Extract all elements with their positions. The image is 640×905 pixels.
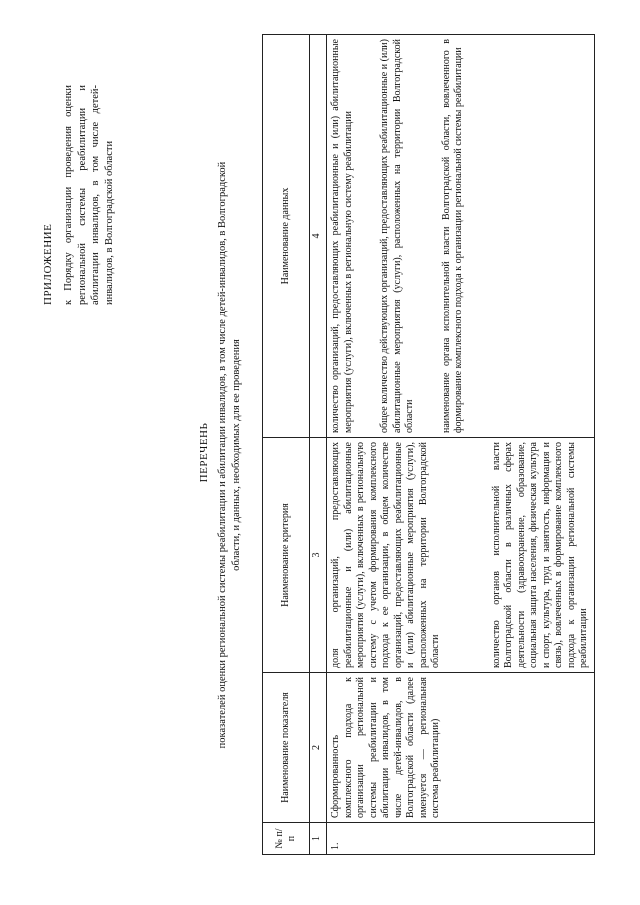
criterion-item: количество органов исполнительной власти Волгоградской области в различных сферах деятельности (здравоохранение, образование, социальная защита населения, физическая культура и спорт, культура, труд и занятость, информация и связь), вовлеченных в формирование комплексного подхода к организации региональной системы реабилитации [490, 442, 589, 668]
list-subtitle: показателей оценки региональной системы реабилитации и абилитации инвалидов, в том числе детей-инвалидов, в Волгоградской области, и данных, необходимых для ее проведения [217, 161, 242, 749]
column-number: 1 [310, 823, 327, 855]
column-number: 3 [310, 438, 327, 673]
table-row [327, 35, 595, 855]
data-item: общее количество действующих организаций, предоставляющих реабилитационные и (или) абилитационные мероприятия (услуги), расположенных на территории Волгоградской области [379, 39, 415, 433]
criteria-cell [327, 438, 595, 673]
column-number: 4 [310, 35, 327, 438]
header-number: № п/п [263, 823, 310, 855]
column-number-row [310, 35, 327, 855]
column-number: 2 [310, 673, 327, 823]
annex-title: ПРИЛОЖЕНИЕ [42, 223, 54, 305]
list-title: ПЕРЕЧЕНЬ [198, 422, 210, 483]
header-data: Наименование данных [263, 35, 310, 438]
row-number: 1. [327, 823, 595, 855]
header-indicator: Наименование показателя [263, 673, 310, 823]
indicators-table [262, 34, 595, 855]
criterion-item: доля организаций, предоставляющих реабилитационные и (или) абилитационные мероприятия (услуги), включенных в региональную систему с учетом формирования комплексного подхода к ее организации, в общем количестве организаций, предоставляющих реабилитационные и (или) абилитационные мероприятия (услуги), расположенных на территории Волгоградской области [330, 442, 441, 668]
table-header-row [263, 35, 310, 855]
indicator-cell: Сформированность комплексного подхода к организации региональной системы реабилитации и абилитации инвалидов, в том числе детей-инвалидов, в Волгоградской области (далее именуется — региональная система реабилитации) [327, 673, 595, 823]
data-item: наименование органа исполнительной власти Волгоградской области, вовлеченного в формирование комплексного подхода к организации региональной системы реабилитации [440, 39, 464, 433]
data-item: количество организаций, предоставляющих реабилитационные и (или) абилитационные мероприятия (услуги), включенных в региональную систему реабилитации [330, 39, 354, 433]
annex-note: к Порядку организации проведения оценки региональной системы реабилитации и абилитации инвалидов, в том числе детей-инвалидов, в Волгоградской области [63, 85, 115, 305]
data-cell [327, 35, 595, 438]
header-criteria: Наименование критерия [263, 438, 310, 673]
